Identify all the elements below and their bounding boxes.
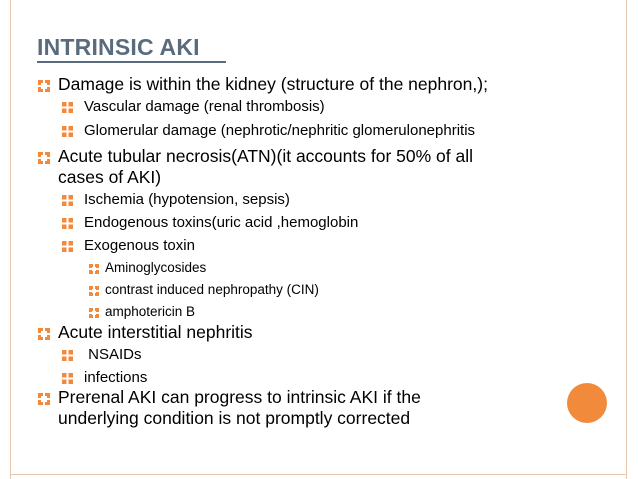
list-item: Exogenous toxin <box>84 237 195 254</box>
list-item: Ischemia (hypotension, sepsis) <box>84 191 290 208</box>
list-item: amphotericin B <box>105 304 196 319</box>
list-item: contrast induced nephropathy (CIN) <box>105 282 319 297</box>
list-item: Damage is within the kidney (structure of the nephron,); <box>58 74 488 94</box>
decorative-orange-circle <box>567 383 607 423</box>
title-underline <box>37 61 226 63</box>
bullet-icon <box>37 392 51 406</box>
bullet-icon <box>37 151 51 165</box>
list-item: infections <box>84 369 148 386</box>
bullet-icon <box>89 286 99 296</box>
slide-border-left <box>10 0 11 479</box>
bullet-icon <box>62 350 73 361</box>
bullet-icon <box>62 126 73 137</box>
bullet-icon <box>62 102 73 113</box>
list-item: Glomerular damage (nephrotic/nephritic glomerulonephritis <box>84 122 476 139</box>
bullet-icon <box>62 373 73 384</box>
bullet-icon <box>37 79 51 93</box>
list-item: NSAIDs <box>84 346 142 363</box>
bullet-icon <box>89 264 99 274</box>
bullet-icon <box>89 308 99 318</box>
list-item: Aminoglycosides <box>105 260 207 275</box>
list-item: Vascular damage (renal thrombosis) <box>84 98 325 115</box>
bullet-icon <box>62 195 73 206</box>
slide-border-right <box>626 0 627 479</box>
bullet-icon <box>62 218 73 229</box>
list-item-continuation: underlying condition is not promptly corrected <box>58 408 411 428</box>
list-item: Acute tubular necrosis(ATN)(it accounts for 50% of all <box>58 146 473 166</box>
list-item: Endogenous toxins(uric acid ,hemoglobin <box>84 214 359 231</box>
list-item-continuation: cases of AKI) <box>58 167 162 187</box>
slide-border-bottom <box>10 474 627 475</box>
bullet-icon <box>62 241 73 252</box>
slide-title: INTRINSIC AKI <box>37 34 200 60</box>
list-item: Acute interstitial nephritis <box>58 322 253 342</box>
list-item: Prerenal AKI can progress to intrinsic AKI if the <box>58 387 421 407</box>
bullet-icon <box>37 327 51 341</box>
